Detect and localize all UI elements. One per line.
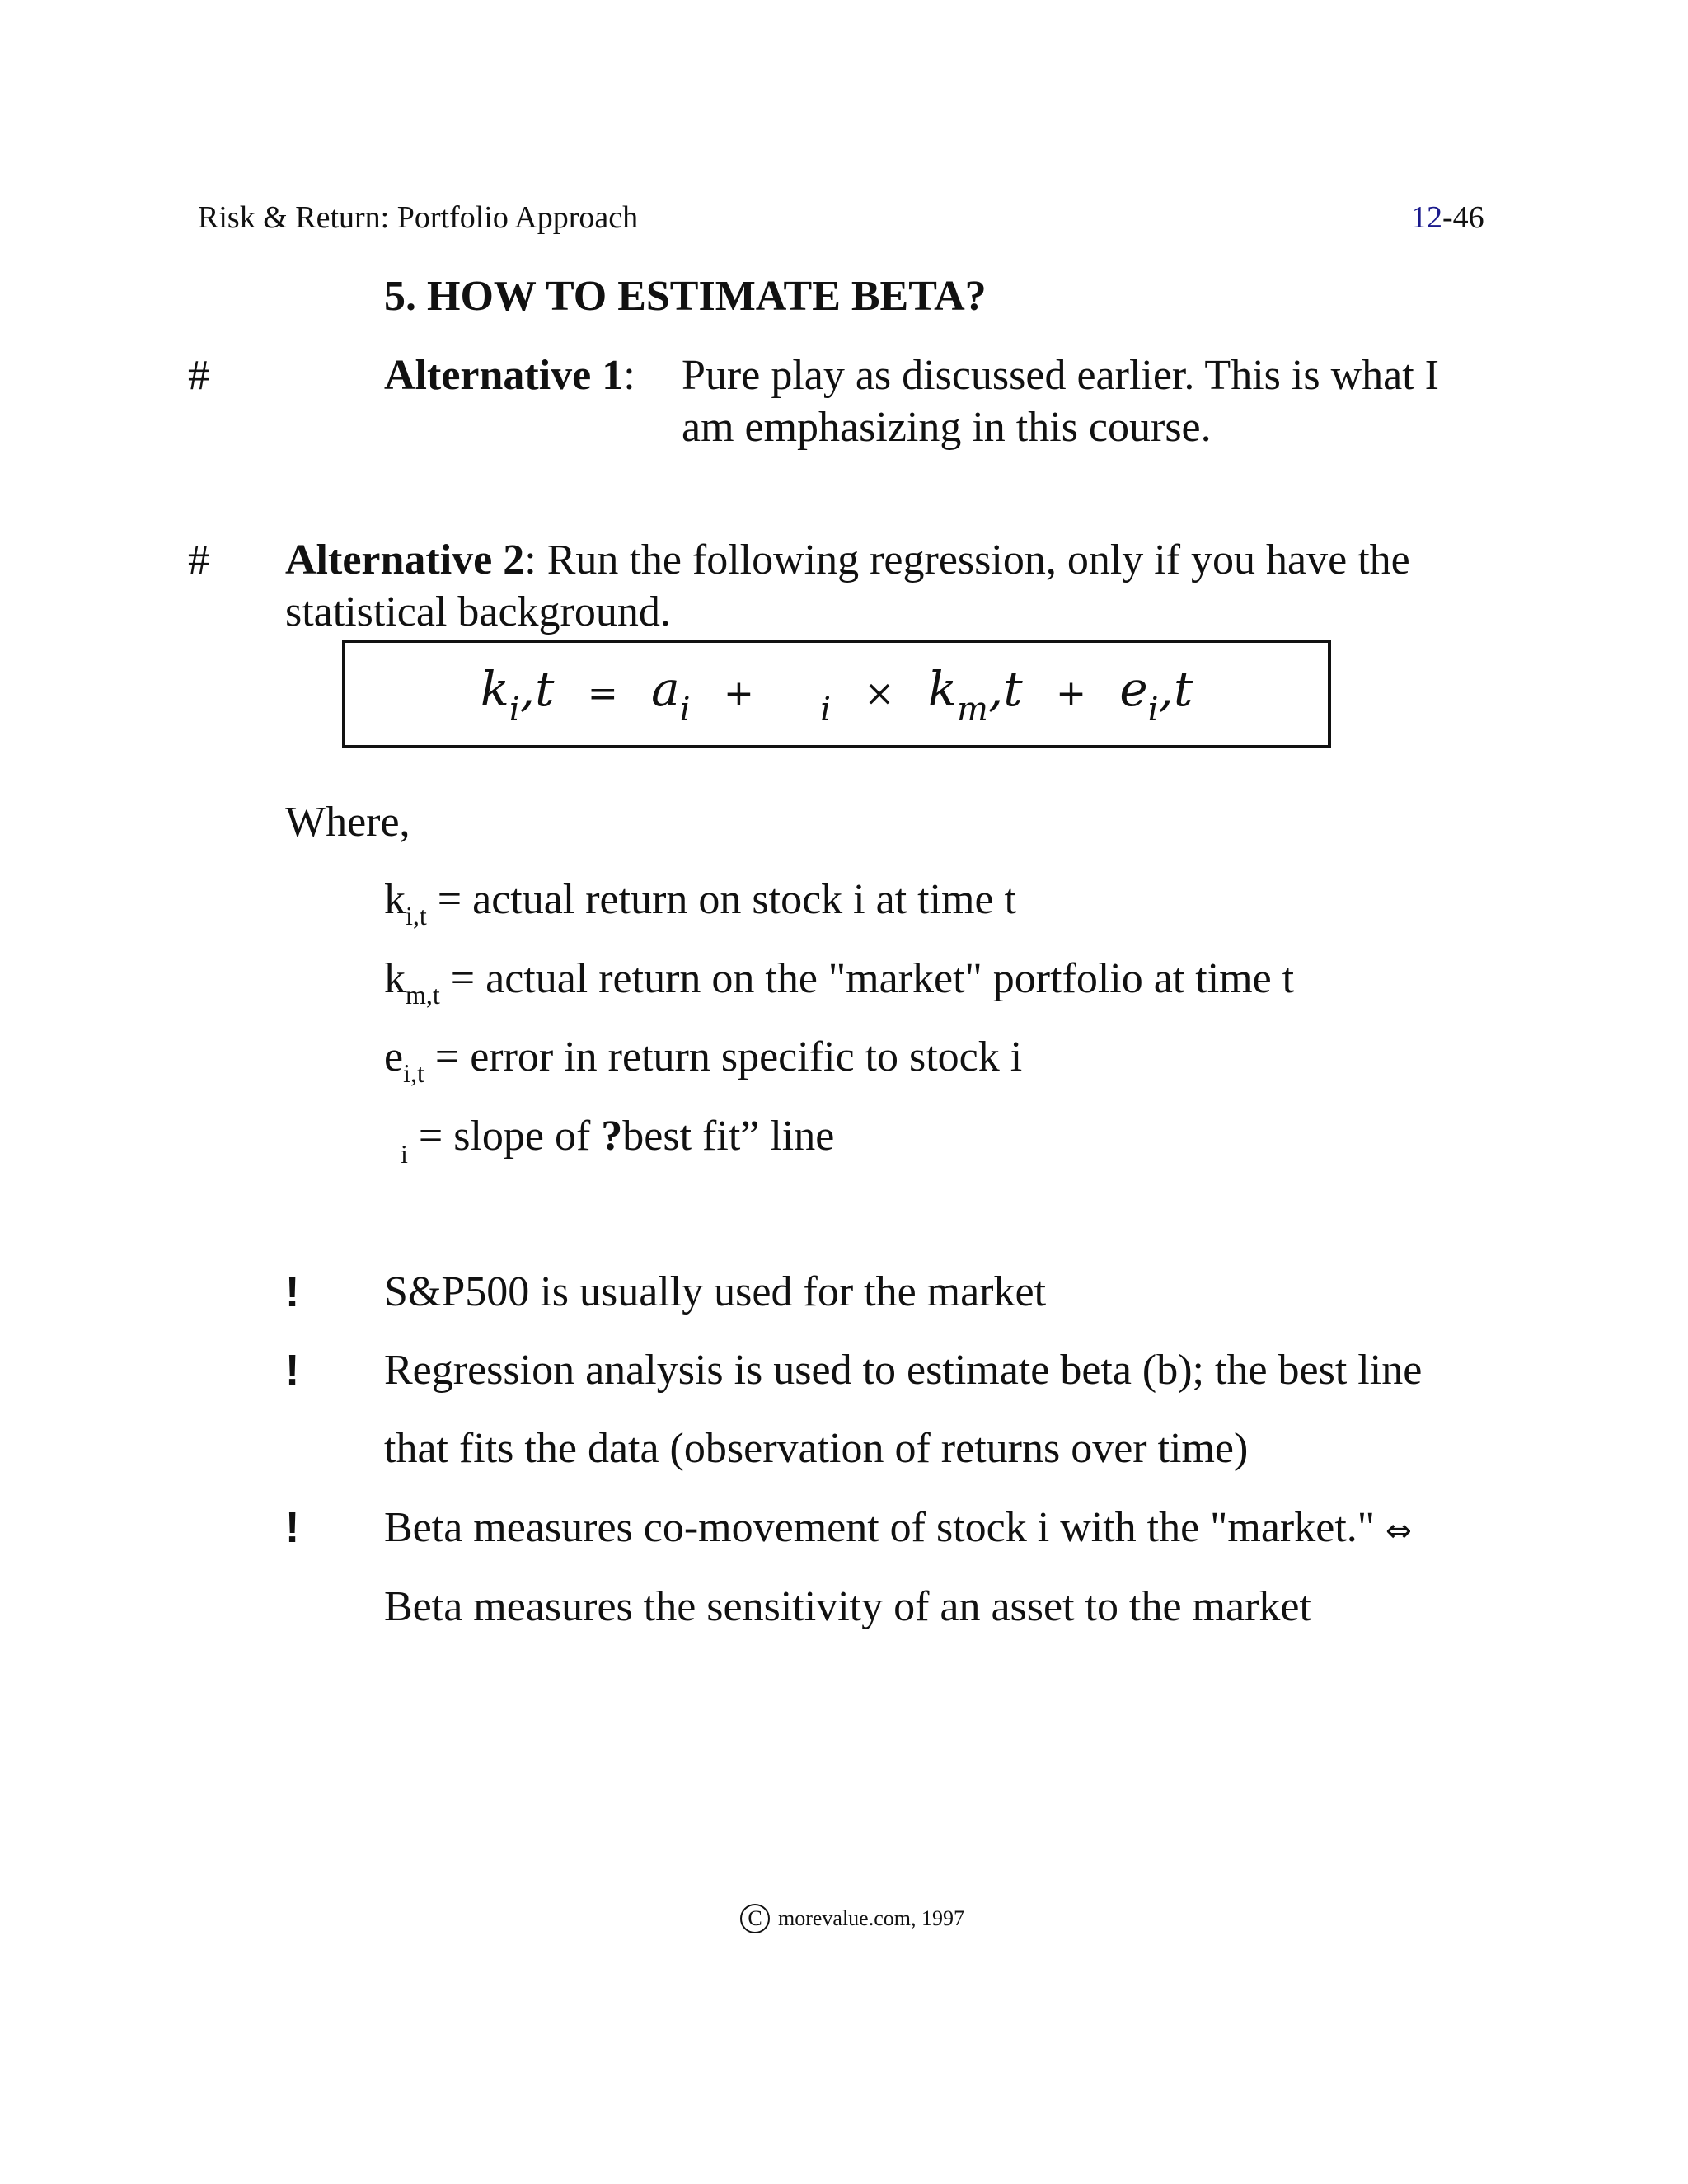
def-text: = error in return specific to stock i: [424, 1033, 1023, 1080]
bullet-marker: !: [285, 1347, 300, 1394]
section-title: 5. HOW TO ESTIMATE BETA?: [384, 273, 987, 320]
definition-row: [401, 1112, 834, 1169]
copyright-icon: C: [740, 1904, 770, 1933]
alt2-label: Alternative 2: [285, 537, 525, 583]
eq-t3: ,t: [1158, 661, 1193, 717]
footer: [740, 1904, 964, 1933]
page-number-page: -46: [1442, 200, 1484, 235]
alt1-line2: am emphasizing in this course.: [682, 404, 1212, 451]
def-subscript: i,t: [406, 901, 427, 930]
eq-km-sub: m: [956, 691, 988, 729]
eq-equals: =: [587, 673, 618, 715]
running-header: Risk & Return: Portfolio Approach: [198, 200, 639, 235]
def-text: = actual return on stock i at time t: [426, 876, 1017, 923]
alt2-line1-text: : Run the following regression, only if you have the: [524, 537, 1410, 583]
def-symbol: e: [384, 1033, 404, 1080]
bullet-marker: !: [285, 1268, 300, 1316]
definition-row: [384, 1033, 1022, 1089]
alt1-line1: Pure play as discussed earlier. This is what I: [682, 352, 1439, 399]
bullet-marker: !: [285, 1504, 300, 1552]
alt2-line1: [285, 536, 1410, 584]
alt1-marker: #: [188, 352, 209, 399]
def-symbol: k: [384, 876, 406, 923]
page-number-chapter: 12: [1411, 200, 1442, 235]
eq-k-sub: i: [509, 691, 520, 729]
footer-text: morevalue.com, 1997: [778, 1906, 964, 1930]
def-text: = slope of: [407, 1113, 602, 1160]
eq-k: k: [480, 661, 509, 717]
regression-equation-box: [342, 640, 1331, 748]
bullet-1-text: S&P500 is usually used for the market: [384, 1268, 1047, 1315]
eq-a-sub: i: [679, 691, 691, 729]
eq-t2: ,t: [987, 661, 1023, 717]
definition-row: [384, 954, 1294, 1010]
definition-row: [384, 875, 1016, 931]
alt2-line2: statistical background.: [285, 588, 671, 635]
eq-plus-1: +: [723, 673, 754, 715]
def-question-mark: ?: [601, 1113, 623, 1160]
bullet-3-text: Beta measures co-movement of stock i with the "market.": [384, 1504, 1375, 1551]
eq-a: a: [651, 661, 680, 717]
bullet-2-line1: Regression analysis is used to estimate beta (b); the best line: [384, 1347, 1423, 1394]
bullet-3-line1: [384, 1503, 1412, 1552]
def-text-2: best fit” line: [622, 1113, 835, 1160]
bullet-2-line2: that fits the data (observation of returns over time): [384, 1425, 1249, 1472]
def-subscript: m,t: [406, 980, 440, 1010]
alt1-label-text: Alternative 1: [384, 352, 624, 399]
eq-plus-2: +: [1056, 673, 1086, 715]
double-arrow-icon: ⇔: [1386, 1512, 1412, 1549]
regression-equation: [345, 661, 1328, 729]
eq-e-sub: i: [1147, 691, 1159, 729]
eq-km: k: [927, 661, 957, 717]
def-subscript: i,t: [403, 1058, 424, 1088]
eq-beta-sub: i: [820, 691, 832, 729]
alt1-label: [384, 351, 635, 400]
eq-t1: ,t: [519, 661, 555, 717]
def-symbol: k: [384, 955, 406, 1002]
eq-e: e: [1119, 661, 1148, 717]
eq-times: ×: [864, 673, 895, 715]
alt1-colon: :: [623, 352, 635, 399]
where-label: Where,: [285, 799, 410, 846]
alt2-marker: #: [188, 537, 209, 583]
bullet-3-line2: Beta measures the sensitivity of an asset to the market: [384, 1583, 1311, 1630]
page-number: [1411, 199, 1484, 236]
def-subscript: i: [401, 1139, 408, 1169]
def-text: = actual return on the "market" portfolio at time t: [439, 955, 1295, 1002]
